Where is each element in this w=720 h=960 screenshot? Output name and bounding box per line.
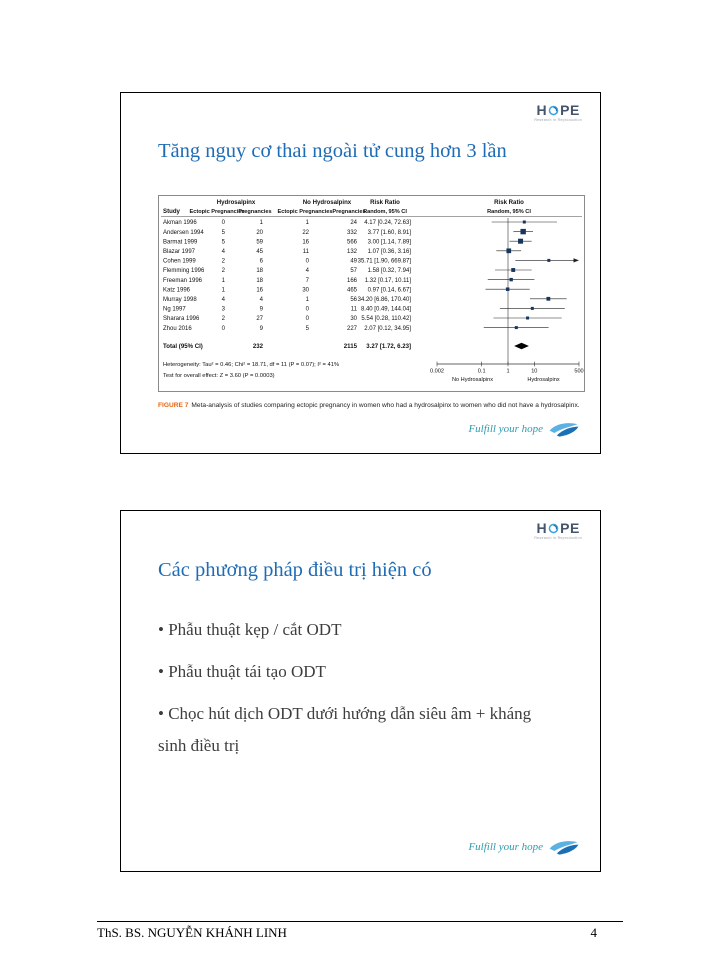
rr-ci-label: 3.77 [1.60, 8.91] [367, 229, 411, 236]
header-study: Study [163, 208, 180, 215]
tagline-text: Fulfill your hope [468, 841, 543, 853]
bullet-item: • Phẫu thuật kẹp / cắt ODT [158, 614, 555, 646]
header-model-2: Random, 95% CI [487, 209, 531, 215]
hope-logo-subtext: Research in Reproduction [534, 118, 582, 122]
effect-marker [506, 248, 511, 253]
g1-total: 18 [256, 277, 263, 284]
g1-total: 4 [259, 297, 263, 303]
hope-logo-h: H [536, 520, 548, 536]
total-rr-ci: 3.27 [1.72, 6.23] [366, 343, 411, 351]
hope-swoosh-icon [548, 838, 580, 856]
header-events-2: Ectopic Pregnancies [277, 209, 333, 215]
rr-ci-label: 2.07 [0.12, 34.95] [364, 325, 411, 332]
hope-logo-subtext: Research in Reproduction [534, 536, 582, 540]
hope-logo-h: H [536, 102, 548, 118]
g1-events: 1 [221, 277, 225, 284]
axis-tick-label: 1 [506, 368, 510, 375]
effect-marker [526, 317, 529, 320]
study-name: Sharara 1996 [163, 316, 200, 323]
total-diamond [514, 343, 529, 349]
effect-marker [518, 239, 523, 244]
study-name: Blazar 1997 [163, 249, 196, 255]
slide-2 [120, 510, 601, 872]
hope-swoosh-icon [548, 420, 580, 438]
rr-ci-label: 1.07 [0.36, 3.16] [367, 249, 411, 255]
header-model-1: Random, 95% CI [363, 209, 407, 215]
g1-events: 0 [221, 325, 225, 332]
hope-logo [534, 104, 582, 122]
g2-total: 227 [346, 325, 357, 332]
figure-caption-label: FIGURE 7 [158, 401, 189, 409]
effect-marker [520, 229, 525, 234]
g2-events: 11 [302, 249, 309, 255]
g2-total: 56 [350, 297, 357, 303]
figure-caption [158, 401, 590, 410]
g2-events: 30 [302, 287, 309, 294]
header-total-2: Pregnancies [332, 209, 366, 215]
g1-events: 0 [221, 220, 225, 227]
g1-events: 5 [221, 229, 225, 236]
study-name: Akman 1996 [163, 220, 197, 227]
footer-divider [97, 921, 623, 922]
study-name: Flemming 1996 [163, 268, 205, 275]
g2-total: 57 [350, 268, 357, 275]
study-name: Ng 1997 [163, 306, 186, 313]
slide2-title: Các phương pháp điều trị hiện có [158, 558, 432, 581]
effect-marker [546, 297, 550, 301]
study-name: Freeman 1996 [163, 277, 203, 284]
forest-plot-figure [158, 195, 585, 392]
rr-ci-label: 3.00 [1.14, 7.89] [367, 239, 411, 246]
g2-events: 4 [305, 268, 309, 275]
hope-logo [534, 522, 582, 540]
g1-total: 9 [259, 306, 263, 313]
rr-ci-label: 4.17 [0.24, 72.63] [364, 220, 411, 227]
rr-ci-label: 1.32 [0.17, 10.11] [364, 277, 411, 284]
g1-events: 4 [221, 249, 225, 255]
rr-ci-label: 5.54 [0.28, 110.42] [361, 316, 411, 323]
footer-page-number: 4 [590, 925, 597, 940]
rr-ci-label: 35.71 [1.90, 669.87] [357, 258, 411, 265]
g2-total: 11 [350, 306, 357, 313]
bullet-item: • Chọc hút dịch ODT dưới hướng dẫn siêu âm + kháng sinh điều trị [158, 698, 555, 762]
g2-total: 132 [346, 249, 357, 255]
header-risk-ratio: Risk Ratio [370, 199, 400, 206]
footer-author: ThS. BS. NGUYỄN KHÁNH LINH [97, 925, 287, 940]
effect-marker [515, 326, 518, 329]
g2-total: 465 [346, 287, 357, 294]
ci-arrow [574, 258, 580, 262]
heterogeneity-text: Heterogeneity: Tau² = 0.46; Chi² = 18.71, df = 11 (P = 0.07); I² = 41% [163, 362, 340, 368]
overall-effect-text: Test for overall effect: Z = 3.60 (P = 0.0003) [163, 373, 275, 379]
slide-1 [120, 92, 601, 454]
header-events-1: Ectopic Pregnancies [189, 209, 245, 215]
hope-logo-pe: PE [560, 102, 580, 118]
effect-marker [509, 278, 512, 281]
axis-tick-label: 0.1 [477, 368, 486, 375]
tagline-slide2 [468, 838, 580, 856]
study-name: Barmat 1999 [163, 239, 198, 246]
g1-total: 1 [259, 220, 263, 227]
g2-events: 0 [305, 316, 309, 323]
study-name: Zhou 2016 [163, 325, 192, 332]
g1-events: 2 [221, 268, 225, 275]
effect-marker [531, 307, 534, 310]
g1-total: 20 [256, 229, 263, 236]
forest-plot-svg [159, 196, 584, 391]
header-group2: No Hydrosalpinx [302, 199, 352, 206]
g2-total: 30 [350, 316, 357, 323]
g2-total: 24 [350, 220, 357, 227]
g1-total: 16 [256, 287, 263, 294]
g1-events: 3 [221, 306, 225, 313]
total-g1: 232 [252, 343, 263, 351]
g1-total: 59 [256, 239, 263, 246]
total-g2: 2115 [343, 343, 357, 351]
effect-marker [506, 287, 510, 291]
g2-total: 566 [346, 239, 357, 246]
effect-marker [547, 259, 550, 262]
g2-total: 332 [346, 229, 357, 236]
slide1-title: Tăng nguy cơ thai ngoài tử cung hơn 3 lần [158, 139, 507, 162]
g2-events: 0 [305, 306, 309, 313]
g1-total: 6 [259, 258, 263, 265]
study-name: Andersen 1994 [163, 229, 204, 236]
g2-total: 49 [350, 258, 357, 265]
axis-tick-label: 0.002 [430, 368, 444, 375]
g2-events: 1 [305, 297, 309, 303]
total-label: Total (95% CI) [163, 343, 203, 351]
tagline-text: Fulfill your hope [468, 423, 543, 435]
rr-ci-label: 1.58 [0.32, 7.94] [367, 268, 411, 275]
axis-tick-label: 500 [574, 368, 584, 375]
study-name: Katz 1996 [163, 287, 191, 294]
effect-marker [511, 268, 515, 272]
rr-ci-label: 0.97 [0.14, 6.67] [367, 287, 411, 294]
bullet-list [158, 614, 555, 772]
hope-circle-icon [548, 105, 559, 116]
effect-marker [523, 221, 526, 224]
g1-events: 4 [221, 297, 225, 303]
hope-circle-icon [548, 523, 559, 534]
rr-ci-label: 34.20 [6.86, 170.40] [357, 297, 411, 303]
study-name: Murray 1998 [163, 297, 197, 303]
bullet-item: • Phẫu thuật tái tạo ODT [158, 656, 555, 688]
g1-total: 18 [256, 268, 263, 275]
tagline-slide1 [468, 420, 580, 438]
g2-events: 0 [305, 258, 309, 265]
g1-events: 2 [221, 258, 225, 265]
hope-logo-pe: PE [560, 520, 580, 536]
page-footer [97, 925, 623, 941]
g2-events: 22 [302, 229, 309, 236]
g1-events: 1 [221, 287, 225, 294]
g1-events: 5 [221, 239, 225, 246]
g1-total: 9 [259, 325, 263, 332]
header-group1: Hydrosalpinx [216, 199, 256, 206]
g2-total: 166 [346, 277, 357, 284]
g2-events: 1 [305, 220, 309, 227]
axis-tick-label: 10 [531, 368, 538, 375]
g1-events: 2 [221, 316, 225, 323]
hope-logo-word [534, 104, 582, 117]
header-risk-ratio-plot: Risk Ratio [494, 199, 524, 206]
g2-events: 5 [305, 325, 309, 332]
g2-events: 16 [302, 239, 309, 246]
g1-total: 45 [256, 249, 263, 255]
g2-events: 7 [305, 277, 309, 284]
axis-left-label: No Hydrosalpinx [451, 377, 494, 383]
axis-right-label: Hydrosalpinx [527, 377, 560, 383]
figure-caption-text: Meta-analysis of studies comparing ectopic pregnancy in women who had a hydrosalpinx to women who did not have a hydrosalpinx. [191, 401, 580, 409]
rr-ci-label: 8.40 [0.49, 144.04] [360, 306, 411, 313]
header-total-1: Pregnancies [238, 209, 272, 215]
g1-total: 27 [256, 316, 263, 323]
hope-logo-word [534, 522, 582, 535]
study-name: Cohen 1999 [163, 258, 196, 265]
